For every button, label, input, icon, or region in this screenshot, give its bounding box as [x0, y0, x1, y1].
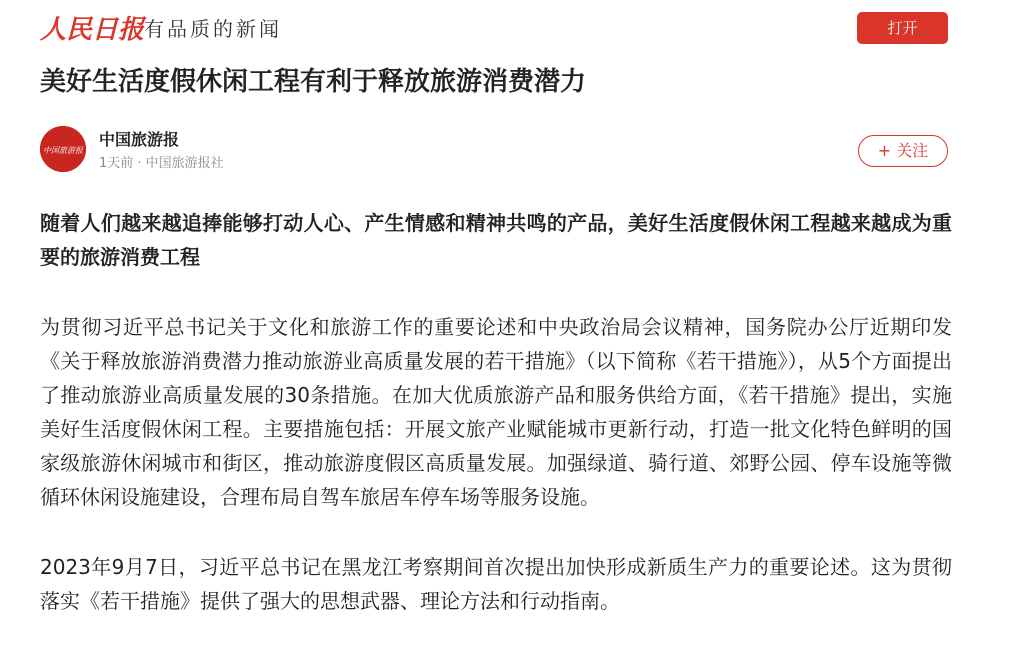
follow-button[interactable]: + 关注 — [858, 135, 948, 167]
author-row — [40, 126, 950, 176]
author-name[interactable]: 中国旅游报 — [99, 130, 180, 149]
author-avatar[interactable] — [40, 126, 86, 172]
author-meta: 1天前 · 中国旅游报社 — [99, 156, 224, 171]
article-lead: 随着人们越来越追捧能够打动人心、产生情感和精神共鸣的产品，美好生活度假休闲工程越来越成为重要的旅游消费工程 — [40, 211, 952, 269]
open-app-button[interactable]: 打开 — [857, 12, 948, 44]
article-body — [40, 206, 952, 618]
article-paragraph: 2023年9月7日，习近平总书记在黑龙江考察期间首次提出加快形成新质生产力的重要论述。这为贯彻落实《若干措施》提供了强大的思想武器、理论方法和行动指南。 — [40, 555, 952, 613]
article-paragraph: 为贯彻习近平总书记关于文化和旅游工作的重要论述和中央政治局会议精神，国务院办公厅近期印发《关于释放旅游消费潜力推动旅游业高质量发展的若干措施》（以下简称《若干措施》），从5个方面提出了推动旅游业高质量发展的30条措施。在加大优质旅游产品和服务供给方面，《若干措施》提出，实施美好生活度假休闲工程。主要措施包括：开展文旅产业赋能城市更新行动，打造一批文化特色鲜明的国家级旅游休闲城市和街区，推动旅游度假区高质量发展。加强绿道、骑行道、郊野公园、停车设施等微循环休闲设施建设，合理布局自驾车旅居车停车场等服务设施。 — [40, 315, 952, 509]
avatar-logo-text: 中国旅游报 — [43, 146, 83, 155]
people-daily-logo[interactable] — [40, 10, 145, 46]
article-title: 美好生活度假休闲工程有利于释放旅游消费潜力 — [40, 67, 587, 97]
logo-text: 人民日报 — [40, 15, 145, 45]
slogan: 有品质的新闻 — [144, 17, 282, 41]
top-bar — [0, 0, 1024, 60]
